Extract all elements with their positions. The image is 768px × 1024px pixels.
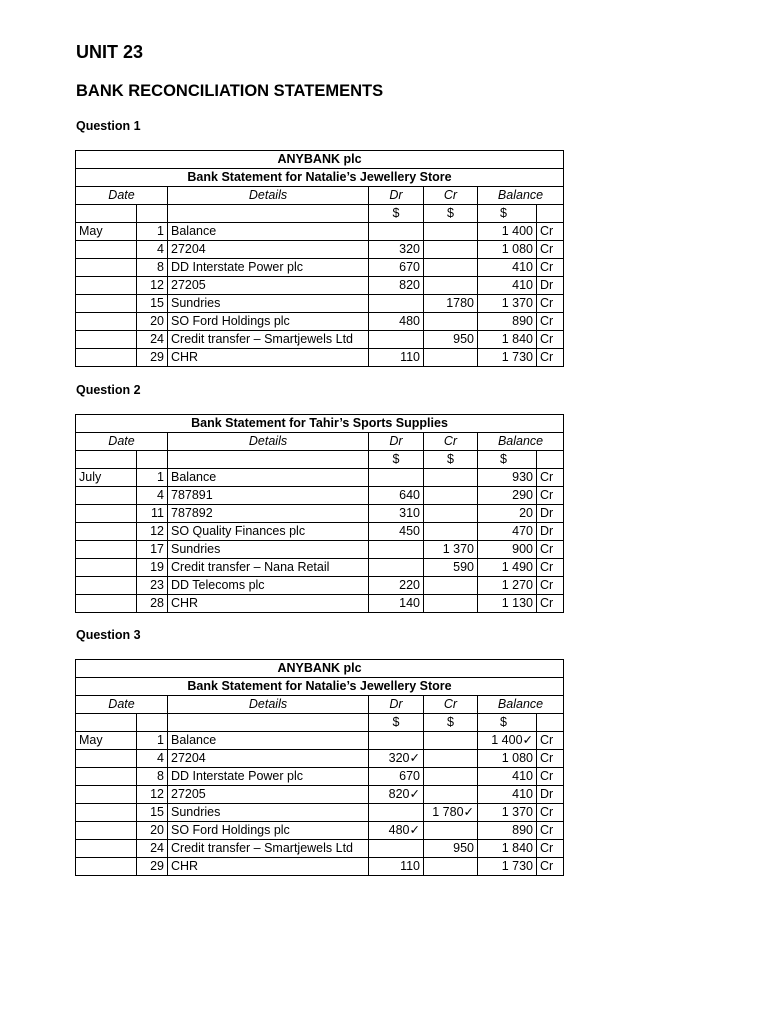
day-cell: 12 xyxy=(137,523,168,541)
dr-cell: 670 xyxy=(369,768,424,786)
month-cell xyxy=(76,786,137,804)
table-row xyxy=(76,349,564,367)
statement-title-row xyxy=(76,169,564,187)
balance-type-cell: Cr xyxy=(537,259,564,277)
cr-currency: $ xyxy=(424,451,478,469)
cr-cell xyxy=(424,523,478,541)
cr-header: Cr xyxy=(424,433,478,451)
balance-header: Balance xyxy=(478,433,564,451)
dr-currency: $ xyxy=(369,205,424,223)
cr-cell xyxy=(424,858,478,876)
table-row xyxy=(76,750,564,768)
day-cell: 4 xyxy=(137,241,168,259)
balance-cell: 410 xyxy=(478,786,537,804)
column-header-row xyxy=(76,696,564,714)
balance-cell: 1 270 xyxy=(478,577,537,595)
statement-title-row xyxy=(76,415,564,433)
table-row xyxy=(76,858,564,876)
table-row xyxy=(76,223,564,241)
cr-cell: 1 370 xyxy=(424,541,478,559)
cr-cell xyxy=(424,349,478,367)
cr-cell: 590 xyxy=(424,559,478,577)
page-title: BANK RECONCILIATION STATEMENTS xyxy=(76,82,384,100)
dr-currency: $ xyxy=(369,714,424,732)
day-cell: 29 xyxy=(137,349,168,367)
blank-cell xyxy=(168,451,369,469)
dr-cell: 820 xyxy=(369,277,424,295)
dr-cell: 640 xyxy=(369,487,424,505)
blank-cell xyxy=(137,205,168,223)
balance-header: Balance xyxy=(478,696,564,714)
month-cell xyxy=(76,822,137,840)
cr-cell xyxy=(424,469,478,487)
table-row xyxy=(76,523,564,541)
dr-cell xyxy=(369,469,424,487)
balance-type-cell: Cr xyxy=(537,469,564,487)
balance-currency: $ xyxy=(478,205,537,223)
dr-cell xyxy=(369,295,424,313)
details-cell: Sundries xyxy=(168,541,369,559)
balance-cell: 1 400✓ xyxy=(478,732,537,750)
balance-type-cell: Cr xyxy=(537,559,564,577)
dr-cell: 220 xyxy=(369,577,424,595)
balance-cell: 1 080 xyxy=(478,750,537,768)
cr-cell xyxy=(424,732,478,750)
balance-cell: 1 130 xyxy=(478,595,537,613)
balance-cell: 290 xyxy=(478,487,537,505)
month-cell xyxy=(76,595,137,613)
balance-type-cell: Cr xyxy=(537,313,564,331)
balance-type-cell: Cr xyxy=(537,595,564,613)
table-row xyxy=(76,277,564,295)
month-cell xyxy=(76,523,137,541)
dr-cell: 320 xyxy=(369,241,424,259)
balance-type-cell: Cr xyxy=(537,349,564,367)
details-cell: DD Telecoms plc xyxy=(168,577,369,595)
day-cell: 29 xyxy=(137,858,168,876)
cr-cell xyxy=(424,822,478,840)
dr-cell xyxy=(369,559,424,577)
month-cell xyxy=(76,750,137,768)
currency-row xyxy=(76,714,564,732)
balance-cell: 410 xyxy=(478,277,537,295)
details-cell: SO Ford Holdings plc xyxy=(168,313,369,331)
balance-type-cell: Cr xyxy=(537,732,564,750)
month-cell xyxy=(76,277,137,295)
balance-type-cell: Cr xyxy=(537,804,564,822)
day-cell: 15 xyxy=(137,295,168,313)
dr-cell: 140 xyxy=(369,595,424,613)
blank-cell xyxy=(76,714,137,732)
table-row xyxy=(76,505,564,523)
cr-cell xyxy=(424,577,478,595)
details-cell: CHR xyxy=(168,595,369,613)
cr-currency: $ xyxy=(424,205,478,223)
cr-cell xyxy=(424,259,478,277)
balance-cell: 1 490 xyxy=(478,559,537,577)
balance-cell: 410 xyxy=(478,259,537,277)
month-cell: July xyxy=(76,469,137,487)
table-row xyxy=(76,241,564,259)
day-cell: 20 xyxy=(137,313,168,331)
dr-cell: 480✓ xyxy=(369,822,424,840)
month-cell xyxy=(76,295,137,313)
balance-type-cell: Cr xyxy=(537,331,564,349)
day-cell: 8 xyxy=(137,768,168,786)
month-cell xyxy=(76,559,137,577)
dr-cell xyxy=(369,840,424,858)
cr-cell xyxy=(424,487,478,505)
cr-cell xyxy=(424,595,478,613)
cr-cell: 950 xyxy=(424,840,478,858)
balance-type-cell: Cr xyxy=(537,768,564,786)
currency-row xyxy=(76,451,564,469)
table-row xyxy=(76,768,564,786)
balance-header: Balance xyxy=(478,187,564,205)
dr-header: Dr xyxy=(369,433,424,451)
table-row xyxy=(76,259,564,277)
bank-name-row xyxy=(76,151,564,169)
balance-type-cell: Cr xyxy=(537,295,564,313)
dr-cell: 450 xyxy=(369,523,424,541)
date-header: Date xyxy=(76,433,168,451)
day-cell: 12 xyxy=(137,277,168,295)
month-cell xyxy=(76,349,137,367)
cr-cell xyxy=(424,750,478,768)
cr-cell xyxy=(424,241,478,259)
details-cell: 27205 xyxy=(168,277,369,295)
dr-cell xyxy=(369,804,424,822)
question-2-label: Question 2 xyxy=(76,383,141,397)
table-row xyxy=(76,732,564,750)
balance-type-cell: Cr xyxy=(537,241,564,259)
date-header: Date xyxy=(76,696,168,714)
details-cell: Sundries xyxy=(168,295,369,313)
details-cell: CHR xyxy=(168,349,369,367)
month-cell xyxy=(76,840,137,858)
day-cell: 24 xyxy=(137,331,168,349)
dr-cell: 480 xyxy=(369,313,424,331)
cr-cell xyxy=(424,786,478,804)
month-cell xyxy=(76,313,137,331)
blank-cell xyxy=(537,451,564,469)
question-2-statement-table xyxy=(75,414,564,613)
details-header: Details xyxy=(168,433,369,451)
day-cell: 8 xyxy=(137,259,168,277)
balance-type-cell: Cr xyxy=(537,858,564,876)
table-row xyxy=(76,469,564,487)
details-cell: 787892 xyxy=(168,505,369,523)
column-header-row xyxy=(76,433,564,451)
dr-cell xyxy=(369,331,424,349)
balance-cell: 1 840 xyxy=(478,331,537,349)
cr-cell xyxy=(424,277,478,295)
cr-cell xyxy=(424,313,478,331)
balance-cell: 1 400 xyxy=(478,223,537,241)
details-header: Details xyxy=(168,187,369,205)
dr-cell: 320✓ xyxy=(369,750,424,768)
details-cell: 787891 xyxy=(168,487,369,505)
table-row xyxy=(76,822,564,840)
dr-currency: $ xyxy=(369,451,424,469)
day-cell: 28 xyxy=(137,595,168,613)
cr-cell: 950 xyxy=(424,331,478,349)
balance-cell: 1 730 xyxy=(478,349,537,367)
balance-type-cell: Cr xyxy=(537,541,564,559)
question-1-label: Question 1 xyxy=(76,119,141,133)
statement-title: Bank Statement for Tahir’s Sports Supplies xyxy=(76,415,564,433)
details-cell: 27205 xyxy=(168,786,369,804)
day-cell: 15 xyxy=(137,804,168,822)
day-cell: 17 xyxy=(137,541,168,559)
balance-type-cell: Cr xyxy=(537,577,564,595)
details-cell: Credit transfer – Smartjewels Ltd xyxy=(168,840,369,858)
day-cell: 4 xyxy=(137,750,168,768)
table-row xyxy=(76,840,564,858)
day-cell: 23 xyxy=(137,577,168,595)
month-cell xyxy=(76,577,137,595)
table-row xyxy=(76,804,564,822)
bank-name-row xyxy=(76,660,564,678)
balance-cell: 1 370 xyxy=(478,804,537,822)
month-cell xyxy=(76,487,137,505)
question-3-label: Question 3 xyxy=(76,628,141,642)
details-cell: SO Quality Finances plc xyxy=(168,523,369,541)
month-cell xyxy=(76,505,137,523)
question-3-statement-table xyxy=(75,659,564,876)
statement-title-row xyxy=(76,678,564,696)
dr-cell: 670 xyxy=(369,259,424,277)
cr-cell xyxy=(424,768,478,786)
table-row xyxy=(76,559,564,577)
balance-cell: 1 840 xyxy=(478,840,537,858)
details-cell: 27204 xyxy=(168,241,369,259)
table-row xyxy=(76,786,564,804)
month-cell xyxy=(76,241,137,259)
day-cell: 1 xyxy=(137,732,168,750)
balance-cell: 900 xyxy=(478,541,537,559)
month-cell xyxy=(76,331,137,349)
balance-cell: 890 xyxy=(478,313,537,331)
month-cell xyxy=(76,541,137,559)
day-cell: 1 xyxy=(137,223,168,241)
statement-title: Bank Statement for Natalie’s Jewellery Store xyxy=(76,678,564,696)
details-cell: SO Ford Holdings plc xyxy=(168,822,369,840)
dr-cell xyxy=(369,223,424,241)
balance-cell: 1 730 xyxy=(478,858,537,876)
details-cell: DD Interstate Power plc xyxy=(168,768,369,786)
month-cell: May xyxy=(76,223,137,241)
dr-header: Dr xyxy=(369,696,424,714)
balance-type-cell: Cr xyxy=(537,487,564,505)
day-cell: 19 xyxy=(137,559,168,577)
cr-cell xyxy=(424,505,478,523)
details-cell: DD Interstate Power plc xyxy=(168,259,369,277)
blank-cell xyxy=(137,451,168,469)
table-row xyxy=(76,541,564,559)
details-cell: Sundries xyxy=(168,804,369,822)
details-header: Details xyxy=(168,696,369,714)
unit-title: UNIT 23 xyxy=(76,42,144,62)
details-cell: 27204 xyxy=(168,750,369,768)
column-header-row xyxy=(76,187,564,205)
month-cell xyxy=(76,259,137,277)
balance-type-cell: Cr xyxy=(537,822,564,840)
blank-cell xyxy=(537,205,564,223)
day-cell: 11 xyxy=(137,505,168,523)
month-cell: May xyxy=(76,732,137,750)
day-cell: 20 xyxy=(137,822,168,840)
blank-cell xyxy=(137,714,168,732)
balance-cell: 890 xyxy=(478,822,537,840)
month-cell xyxy=(76,804,137,822)
dr-cell: 310 xyxy=(369,505,424,523)
bank-name: ANYBANK plc xyxy=(76,660,564,678)
dr-cell xyxy=(369,541,424,559)
balance-type-cell: Cr xyxy=(537,750,564,768)
balance-currency: $ xyxy=(478,714,537,732)
cr-currency: $ xyxy=(424,714,478,732)
details-cell: Credit transfer – Nana Retail xyxy=(168,559,369,577)
dr-cell: 110 xyxy=(369,349,424,367)
blank-cell xyxy=(168,714,369,732)
balance-cell: 470 xyxy=(478,523,537,541)
statement-title: Bank Statement for Natalie’s Jewellery Store xyxy=(76,169,564,187)
month-cell xyxy=(76,858,137,876)
dr-cell: 110 xyxy=(369,858,424,876)
details-cell: Balance xyxy=(168,732,369,750)
question-1-statement-table xyxy=(75,150,564,367)
balance-currency: $ xyxy=(478,451,537,469)
table-row xyxy=(76,577,564,595)
details-cell: CHR xyxy=(168,858,369,876)
blank-cell xyxy=(168,205,369,223)
table-row xyxy=(76,313,564,331)
statement-body xyxy=(76,660,564,876)
day-cell: 12 xyxy=(137,786,168,804)
cr-header: Cr xyxy=(424,696,478,714)
balance-cell: 1 370 xyxy=(478,295,537,313)
statement-body xyxy=(76,415,564,613)
statement-body xyxy=(76,151,564,367)
cr-header: Cr xyxy=(424,187,478,205)
balance-cell: 1 080 xyxy=(478,241,537,259)
table-row xyxy=(76,487,564,505)
day-cell: 4 xyxy=(137,487,168,505)
details-cell: Credit transfer – Smartjewels Ltd xyxy=(168,331,369,349)
month-cell xyxy=(76,768,137,786)
day-cell: 24 xyxy=(137,840,168,858)
table-row xyxy=(76,595,564,613)
blank-cell xyxy=(76,205,137,223)
table-row xyxy=(76,331,564,349)
balance-type-cell: Cr xyxy=(537,223,564,241)
balance-type-cell: Dr xyxy=(537,523,564,541)
details-cell: Balance xyxy=(168,223,369,241)
cr-cell: 1 780✓ xyxy=(424,804,478,822)
bank-name: ANYBANK plc xyxy=(76,151,564,169)
day-cell: 1 xyxy=(137,469,168,487)
blank-cell xyxy=(76,451,137,469)
table-row xyxy=(76,295,564,313)
balance-cell: 410 xyxy=(478,768,537,786)
currency-row xyxy=(76,205,564,223)
cr-cell xyxy=(424,223,478,241)
balance-cell: 20 xyxy=(478,505,537,523)
blank-cell xyxy=(537,714,564,732)
balance-type-cell: Dr xyxy=(537,505,564,523)
dr-header: Dr xyxy=(369,187,424,205)
balance-type-cell: Dr xyxy=(537,277,564,295)
balance-cell: 930 xyxy=(478,469,537,487)
dr-cell: 820✓ xyxy=(369,786,424,804)
balance-type-cell: Dr xyxy=(537,786,564,804)
details-cell: Balance xyxy=(168,469,369,487)
dr-cell xyxy=(369,732,424,750)
date-header: Date xyxy=(76,187,168,205)
cr-cell: 1780 xyxy=(424,295,478,313)
balance-type-cell: Cr xyxy=(537,840,564,858)
